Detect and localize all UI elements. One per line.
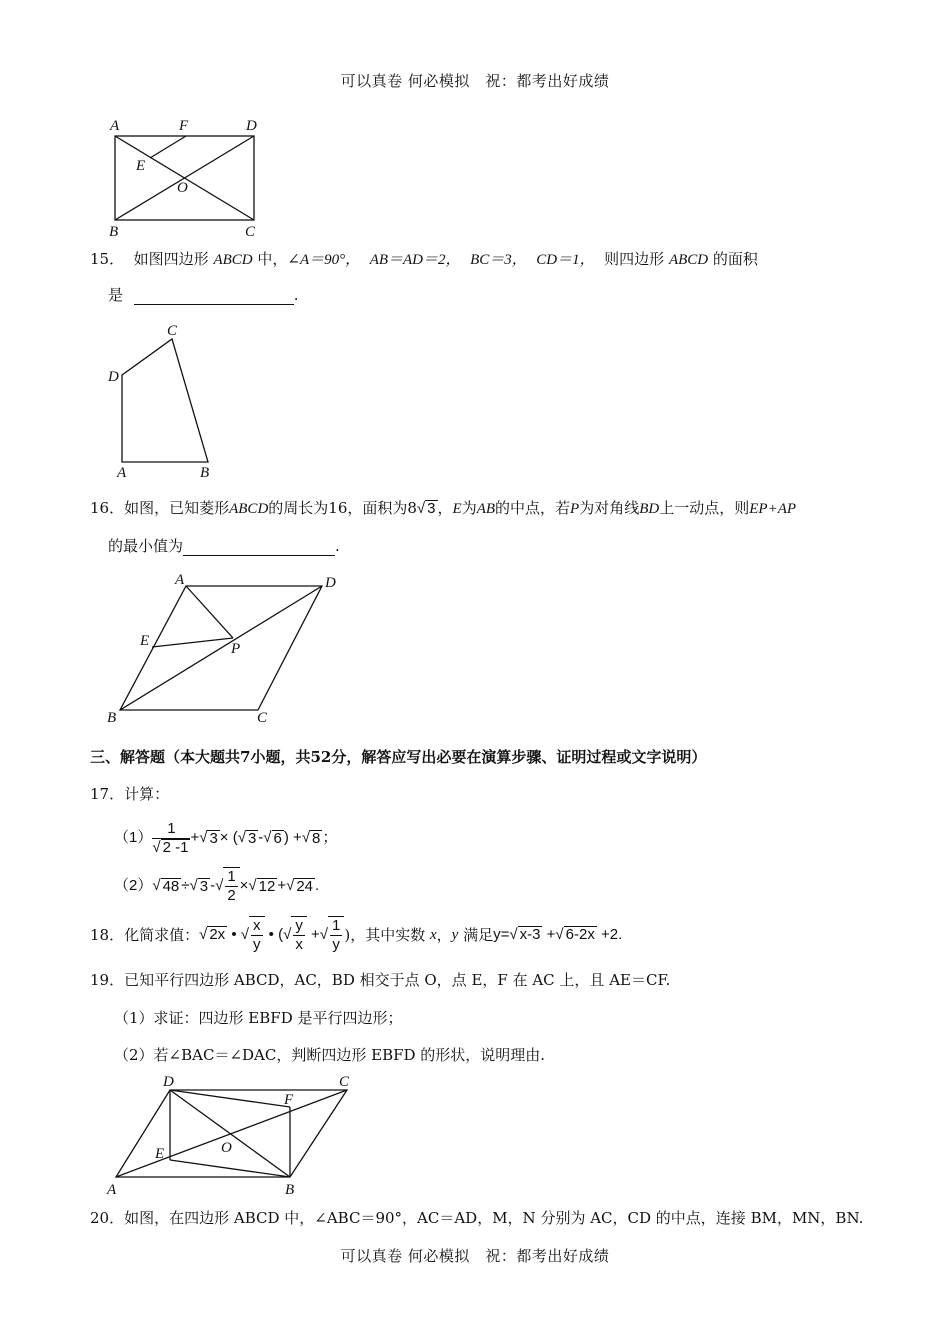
page-footer: 可以真卷 何必模拟 祝：都考出好成绩	[340, 1247, 610, 1265]
fig16-label-e: E	[140, 633, 150, 649]
fig14-label-f: F	[179, 118, 189, 134]
fig19-label-c: C	[339, 1074, 350, 1090]
fig19-label-f: F	[284, 1092, 294, 1108]
fig14-label-c: C	[245, 224, 256, 240]
fig15-label-b: B	[200, 465, 210, 481]
question-17: 17．计算：	[90, 785, 170, 803]
section-3-heading: 三、解答题（本大题共7小题，共52分，解答应写出必要在演算步骤、证明过程或文字说明）	[90, 748, 707, 766]
question-16-line2: 的最小值为 .	[108, 537, 340, 555]
fig19-label-b: B	[285, 1182, 295, 1198]
figure-quadrilateral-q15	[100, 318, 230, 483]
fig15-label-d: D	[108, 369, 119, 385]
page-header: 可以真卷 何必模拟 祝：都考出好成绩	[340, 72, 610, 90]
question-19-part-2: （2）若∠BAC＝∠DAC，判断四边形 EBFD 的形状，说明理由.	[114, 1046, 546, 1064]
figure-rectangle-abcd	[100, 112, 280, 244]
fig16-label-c: C	[257, 710, 268, 726]
fig15-label-c: C	[167, 323, 178, 339]
fig19-label-e: E	[155, 1146, 165, 1162]
fig14-label-a: A	[110, 118, 120, 134]
question-16: 16．如图，已知菱形ABCD的周长为16，面积为8√ 3 ，E为AB的中点，若P为对角线BD上一动点，则EP+AP	[90, 499, 797, 517]
fig19-label-d: D	[163, 1074, 174, 1090]
question-17-part-2: （2） √ 48 ÷ √ 3 - √ $\frac{1}{2}$ × √ 12 + √ 24 .	[114, 868, 320, 904]
question-18: 18．化简求值： √ 2x • √ $\frac{x}{y}$ • (√ $\frac{y}{x}$ +√ $\frac{1}{y}$ )，其中实数 x ， y 满足 y=√ x-3 +√ 6-2x +2.	[90, 917, 623, 953]
fig15-label-a: A	[117, 465, 127, 481]
question-19-part-1: （1）求证：四边形 EBFD 是平行四边形；	[114, 1009, 403, 1027]
fig19-label-a: A	[107, 1182, 117, 1198]
fig14-label-e: E	[136, 158, 146, 174]
question-15: 15． 如图四边形 ABCD 中，∠A＝90°， AB＝AD＝2， BC＝3， CD＝1， 则四边形 ABCD 的面积	[90, 250, 758, 268]
fig14-label-o: O	[177, 180, 188, 196]
question-15-line2: 是 .	[108, 286, 299, 304]
question-17-part-1: （1） $\frac{1}{√ 2 -1}$ + √ 3 × ( √ 3 - √ 6 ) + √ 8 ；	[114, 819, 338, 856]
answer-blank-15[interactable]	[134, 288, 294, 305]
question-20: 20．如图，在四边形 ABCD 中，∠ABC＝90°，AC＝AD，M，N 分别为 AC，CD 的中点，连接 BM，MN，BN.	[90, 1209, 864, 1227]
fig14-label-b: B	[109, 224, 119, 240]
fig16-label-a: A	[175, 572, 185, 588]
answer-blank-16[interactable]	[183, 539, 335, 556]
figure-parallelogram-q19	[100, 1070, 365, 1200]
fig19-label-o: O	[221, 1140, 232, 1156]
fig16-label-d: D	[325, 575, 336, 591]
fig16-label-p: P	[231, 641, 241, 657]
fig14-label-d: D	[246, 118, 257, 134]
question-19: 19．已知平行四边形 ABCD，AC，BD 相交于点 O，点 E，F 在 AC 上，且 AE＝CF.	[90, 971, 671, 989]
figure-rhombus-q16	[100, 570, 345, 730]
fig16-label-b: B	[107, 710, 117, 726]
